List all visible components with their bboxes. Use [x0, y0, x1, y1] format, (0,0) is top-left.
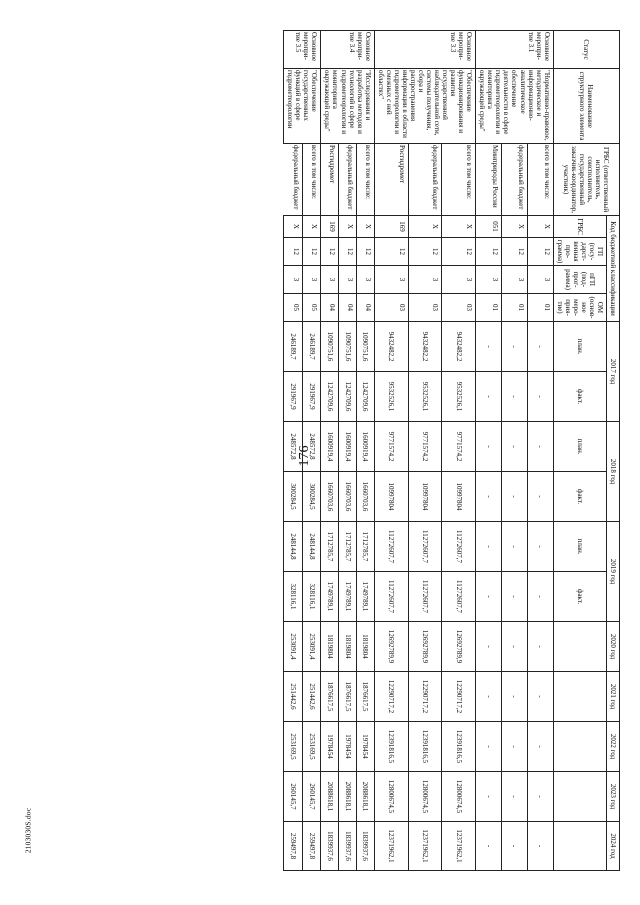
header-code-om: ОМ (основ-ное меро-прия-тие)	[553, 294, 606, 322]
value-cell: -	[527, 772, 553, 822]
status-cell: Основное меропри-тие 3.5	[284, 31, 321, 69]
value-cell: 1242709,6	[356, 372, 374, 422]
code-grbs-cell: X	[302, 216, 321, 238]
value-cell: 248572,8	[284, 422, 303, 472]
code-om-cell: 03	[408, 294, 442, 322]
value-cell: 12371962,1	[442, 822, 476, 871]
header-2019-fact: факт.	[553, 572, 606, 622]
value-cell: 1749789,1	[339, 572, 357, 622]
value-cell: 251442,6	[284, 672, 303, 722]
grbs-cell: всего в том числе:	[302, 144, 321, 216]
grbs-cell: Минприроды России	[476, 144, 502, 216]
value-cell: 9771574,2	[442, 422, 476, 472]
code-pgp-cell: 3	[284, 266, 303, 294]
value-cell: -	[527, 472, 553, 522]
value-cell: 9771574,2	[408, 422, 442, 472]
grbs-cell: федеральный бюджет	[339, 144, 357, 216]
value-cell: 1749789,1	[321, 572, 339, 622]
code-grbs-cell: 169	[374, 216, 408, 238]
header-2019-plan: план.	[553, 522, 606, 572]
code-grbs-cell: X	[408, 216, 442, 238]
value-cell: 253169,5	[302, 722, 321, 772]
value-cell: 253169,5	[284, 722, 303, 772]
value-cell: 12290717,2	[408, 672, 442, 722]
header-code-pgp: пГП (под-прог-рамма)	[553, 266, 606, 294]
value-cell: 11272607,7	[374, 572, 408, 622]
value-cell: -	[527, 522, 553, 572]
code-gp-cell: 12	[476, 238, 502, 266]
value-cell: -	[476, 522, 502, 572]
code-gp-cell: 12	[502, 238, 528, 266]
value-cell: 11272607,7	[408, 572, 442, 622]
value-cell: 259497,8	[302, 822, 321, 871]
page-number: 176	[297, 445, 312, 467]
grbs-cell: федеральный бюджет	[408, 144, 442, 216]
table-row	[339, 31, 357, 871]
code-om-cell: 05	[284, 294, 303, 322]
header-code-gp: ГП (госу-дарст-венная про-грамма)	[553, 238, 606, 266]
value-cell: 253091,4	[302, 622, 321, 672]
value-cell: 12800674,5	[374, 772, 408, 822]
value-cell: 1978454	[339, 722, 357, 772]
value-cell: 1819804	[321, 622, 339, 672]
value-cell: 1090751,6	[356, 322, 374, 372]
header-2018-plan: план.	[553, 422, 606, 472]
code-pgp-cell: 3	[408, 266, 442, 294]
value-cell: -	[502, 572, 528, 622]
value-cell: 9771574,2	[374, 422, 408, 472]
header-2024: 2024 год	[606, 822, 619, 871]
value-cell: 1876617,5	[321, 672, 339, 722]
header-spacer	[553, 672, 606, 722]
value-cell: 1749789,1	[356, 572, 374, 622]
value-cell: 246189,7	[302, 322, 321, 372]
value-cell: 246189,7	[284, 322, 303, 372]
value-cell: 9532526,1	[442, 372, 476, 422]
value-cell: -	[527, 372, 553, 422]
value-cell: -	[502, 522, 528, 572]
code-grbs-cell: X	[442, 216, 476, 238]
code-grbs-cell: X	[527, 216, 553, 238]
value-cell: 259497,8	[284, 822, 303, 871]
value-cell: 10997804	[442, 472, 476, 522]
value-cell: 9532526,1	[374, 372, 408, 422]
value-cell: -	[527, 322, 553, 372]
value-cell: 1978454	[321, 722, 339, 772]
value-cell: 1660703,6	[356, 472, 374, 522]
value-cell: 1978454	[356, 722, 374, 772]
table-row	[302, 31, 321, 871]
value-cell: 1839937,6	[339, 822, 357, 871]
element-name-cell: "Исследования и разработка методов и технологий в сфере гидрометеорологии и мониторинга окружающей среды"	[321, 69, 374, 144]
header-2020: 2020 год	[606, 622, 619, 672]
value-cell: -	[476, 572, 502, 622]
value-cell: -	[476, 372, 502, 422]
value-cell: 1819804	[356, 622, 374, 672]
element-name-cell: "Обеспечение функционирования и развития государственной наблюдательной сети, системы получения, сбора и распространения информации в области гидрометеорологии и смежных с ней областях"	[374, 69, 476, 144]
code-grbs-cell: 169	[321, 216, 339, 238]
code-gp-cell: 12	[408, 238, 442, 266]
code-pgp-cell: 3	[356, 266, 374, 294]
table-row	[356, 31, 374, 871]
value-cell: -	[527, 422, 553, 472]
table-row	[527, 31, 553, 871]
code-grbs-cell: X	[502, 216, 528, 238]
code-gp-cell: 12	[302, 238, 321, 266]
value-cell: 248144,8	[302, 522, 321, 572]
value-cell: 12290717,2	[374, 672, 408, 722]
code-pgp-cell: 3	[302, 266, 321, 294]
code-om-cell: 04	[356, 294, 374, 322]
value-cell: 2088618,1	[356, 772, 374, 822]
value-cell: -	[476, 322, 502, 372]
code-pgp-cell: 3	[476, 266, 502, 294]
value-cell: 1876617,5	[356, 672, 374, 722]
value-cell: 12800674,5	[442, 772, 476, 822]
grbs-cell: федеральный бюджет	[502, 144, 528, 216]
code-om-cell: 03	[442, 294, 476, 322]
code-grbs-cell: X	[339, 216, 357, 238]
table-row	[502, 31, 528, 871]
value-cell: -	[502, 822, 528, 871]
value-cell: 12391816,5	[408, 722, 442, 772]
value-cell: -	[502, 672, 528, 722]
header-2017-plan: план.	[553, 322, 606, 372]
value-cell: -	[476, 722, 502, 772]
value-cell: 1600919,4	[321, 422, 339, 472]
header-2023: 2023 год	[606, 772, 619, 822]
code-om-cell: 01	[527, 294, 553, 322]
value-cell: 9532526,1	[408, 372, 442, 422]
value-cell: 260145,7	[302, 772, 321, 822]
header-2022: 2022 год	[606, 722, 619, 772]
value-cell: 9432482,2	[408, 322, 442, 372]
table-row	[476, 31, 502, 871]
header-2019: 2019 год	[606, 522, 619, 622]
code-grbs-cell: X	[356, 216, 374, 238]
code-pgp-cell: 3	[374, 266, 408, 294]
value-cell: 12371962,1	[408, 822, 442, 871]
grbs-cell: всего в том числе:	[356, 144, 374, 216]
value-cell: 253091,4	[284, 622, 303, 672]
value-cell: 10997804	[408, 472, 442, 522]
document-code: 2103030S.doc	[23, 807, 33, 854]
code-pgp-cell: 3	[339, 266, 357, 294]
code-om-cell: 01	[476, 294, 502, 322]
code-om-cell: 04	[339, 294, 357, 322]
value-cell: -	[502, 722, 528, 772]
value-cell: 1090751,6	[339, 322, 357, 372]
value-cell: 11272607,7	[408, 522, 442, 572]
code-gp-cell: 12	[527, 238, 553, 266]
value-cell: 291967,9	[302, 372, 321, 422]
value-cell: -	[527, 672, 553, 722]
value-cell: 291967,9	[284, 372, 303, 422]
code-gp-cell: 12	[356, 238, 374, 266]
element-name-cell: "Нормативно-правовое, методическое и информационно-аналитическое обеспечение деятельности в сфере гидрометеорологии и мониторинга окружающей среды"	[476, 69, 553, 144]
value-cell: -	[476, 422, 502, 472]
header-spacer	[553, 822, 606, 871]
value-cell: 12692789,9	[374, 622, 408, 672]
value-cell: 1660703,6	[321, 472, 339, 522]
header-code-grbs: ГРБС	[553, 216, 606, 238]
table-row	[408, 31, 442, 871]
value-cell: 12371962,1	[374, 822, 408, 871]
header-spacer	[553, 722, 606, 772]
header-budget-code: Код бюджетной классификации	[606, 216, 619, 322]
grbs-cell: всего в том числе:	[527, 144, 553, 216]
grbs-cell: Росгидромет	[321, 144, 339, 216]
value-cell: -	[476, 772, 502, 822]
grbs-cell: всего в том числе:	[442, 144, 476, 216]
value-cell: 1819804	[339, 622, 357, 672]
table-row	[374, 31, 408, 871]
code-pgp-cell: 3	[502, 266, 528, 294]
value-cell: -	[476, 672, 502, 722]
code-grbs-cell: X	[284, 216, 303, 238]
header-spacer	[553, 772, 606, 822]
code-gp-cell: 12	[284, 238, 303, 266]
header-2017-fact: факт.	[553, 372, 606, 422]
value-cell: 9432482,2	[442, 322, 476, 372]
value-cell: 328116,1	[284, 572, 303, 622]
value-cell: 300284,5	[284, 472, 303, 522]
value-cell: 260145,7	[284, 772, 303, 822]
header-2017: 2017 год	[606, 322, 619, 422]
value-cell: -	[476, 822, 502, 871]
value-cell: 1712785,7	[356, 522, 374, 572]
value-cell: -	[527, 722, 553, 772]
value-cell: -	[502, 622, 528, 672]
value-cell: 1712785,7	[321, 522, 339, 572]
code-om-cell: 03	[374, 294, 408, 322]
value-cell: 1242709,6	[321, 372, 339, 422]
value-cell: 10997804	[374, 472, 408, 522]
code-gp-cell: 12	[374, 238, 408, 266]
code-pgp-cell: 3	[442, 266, 476, 294]
value-cell: 300284,5	[302, 472, 321, 522]
code-pgp-cell: 3	[321, 266, 339, 294]
value-cell: 12391816,5	[442, 722, 476, 772]
table-row	[442, 31, 476, 871]
table-row	[321, 31, 339, 871]
value-cell: -	[527, 622, 553, 672]
code-om-cell: 04	[321, 294, 339, 322]
value-cell: 1712785,7	[339, 522, 357, 572]
value-cell: 1242709,6	[339, 372, 357, 422]
grbs-cell: Росгидромет	[374, 144, 408, 216]
value-cell: 2088618,1	[321, 772, 339, 822]
table-body	[284, 31, 553, 871]
header-spacer	[553, 622, 606, 672]
value-cell: 251442,6	[302, 672, 321, 722]
value-cell: 12800674,5	[408, 772, 442, 822]
header-status: Статус	[553, 31, 619, 69]
table-row	[284, 31, 303, 871]
code-pgp-cell: 3	[527, 266, 553, 294]
code-gp-cell: 12	[442, 238, 476, 266]
value-cell: -	[476, 622, 502, 672]
value-cell: 11272607,7	[442, 572, 476, 622]
header-name: Наименование структурного элемента	[553, 69, 619, 144]
rotated-page	[20, 30, 620, 870]
value-cell: 9432482,2	[374, 322, 408, 372]
value-cell: -	[502, 472, 528, 522]
budget-table	[283, 30, 620, 871]
code-gp-cell: 12	[321, 238, 339, 266]
value-cell: 1600919,4	[356, 422, 374, 472]
value-cell: 1090751,6	[321, 322, 339, 372]
value-cell: 12391816,5	[374, 722, 408, 772]
value-cell: -	[527, 822, 553, 871]
value-cell: 1660703,6	[339, 472, 357, 522]
value-cell: 12290717,2	[442, 672, 476, 722]
element-name-cell: "Обеспечение государственных функций в сфере гидрометеорологии	[284, 69, 321, 144]
value-cell: -	[502, 422, 528, 472]
value-cell: 11272607,7	[442, 522, 476, 572]
value-cell: 248572,8	[302, 422, 321, 472]
value-cell: 11272607,7	[374, 522, 408, 572]
code-grbs-cell: 051	[476, 216, 502, 238]
value-cell: -	[502, 322, 528, 372]
code-gp-cell: 12	[339, 238, 357, 266]
value-cell: -	[527, 572, 553, 622]
header-2021: 2021 год	[606, 672, 619, 722]
value-cell: 12692789,9	[408, 622, 442, 672]
value-cell: 328116,1	[302, 572, 321, 622]
value-cell: -	[476, 472, 502, 522]
value-cell: 2088618,1	[339, 772, 357, 822]
status-cell: Основное меропри-тие 3.1	[476, 31, 553, 69]
grbs-cell: федеральный бюджет	[284, 144, 303, 216]
value-cell: 248144,8	[284, 522, 303, 572]
header-2018: 2018 год	[606, 422, 619, 522]
value-cell: -	[502, 372, 528, 422]
value-cell: 1839937,6	[356, 822, 374, 871]
value-cell: 1839937,6	[321, 822, 339, 871]
header-grbs: ГРБС (ответственный исполнитель, соисполнитель, государственный заказчик-координатор, участник)	[553, 144, 619, 216]
status-cell: Основное меропри-тие 3.4	[321, 31, 374, 69]
value-cell: 1600919,4	[339, 422, 357, 472]
code-om-cell: 01	[502, 294, 528, 322]
header-2018-fact: факт.	[553, 472, 606, 522]
code-om-cell: 05	[302, 294, 321, 322]
value-cell: 1876617,5	[339, 672, 357, 722]
value-cell: -	[502, 772, 528, 822]
value-cell: 12692789,9	[442, 622, 476, 672]
status-cell: Основное меропри-тие 3.3	[374, 31, 476, 69]
